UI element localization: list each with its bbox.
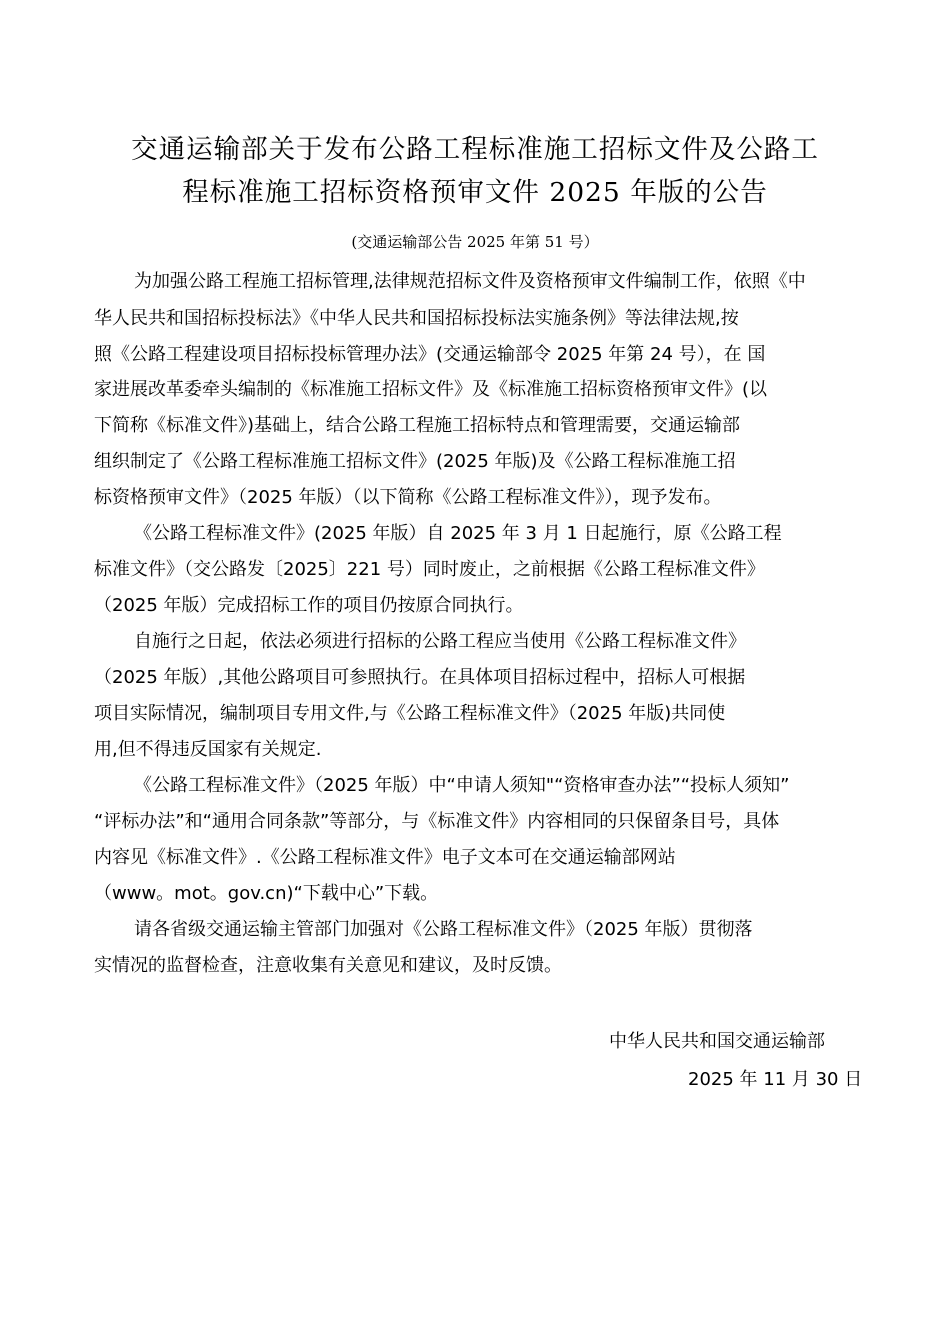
body-line: 项目实际情况，编制项目专用文件,与《公路工程标准文件》（2025 年版)共同使 bbox=[94, 703, 726, 724]
body-line: （2025 年版）,其他公路项目可参照执行。在具体项目招标过程中，招标人可根据 bbox=[94, 667, 746, 688]
announcement-number: (交通运输部公告 2025 年第 51 号） bbox=[351, 233, 599, 251]
body-line: 为加强公路工程施工招标管理,法律规范招标文件及资格预审文件编制工作，依照《中 bbox=[134, 271, 806, 292]
body-line: “评标办法”和“通用合同条款”等部分，与《标准文件》内容相同的只保留条目号，具体 bbox=[94, 811, 780, 832]
body-line: 下简称《标准文件》)基础上，结合公路工程施工招标特点和管理需要，交通运输部 bbox=[94, 415, 741, 436]
body-line: 照《公路工程建设项目招标投标管理办法》(交通运输部令 2025 年第 24 号），在 国 bbox=[94, 344, 766, 365]
title-line-2: 程标准施工招标资格预审文件 2025 年版的公告 bbox=[182, 177, 768, 208]
body-line: 自施行之日起，依法必须进行招标的公路工程应当使用《公路工程标准文件》 bbox=[134, 631, 746, 652]
body-line: 内容见《标准文件》.《公路工程标准文件》电子文本可在交通运输部网站 bbox=[94, 847, 676, 868]
body-line: 请各省级交通运输主管部门加强对《公路工程标准文件》（2025 年版）贯彻落 bbox=[134, 919, 753, 940]
body-line: 用,但不得违反国家有关规定. bbox=[94, 739, 322, 760]
body-line: 家进展改革委牵头编制的《标准施工招标文件》及《标准施工招标资格预审文件》(以 bbox=[94, 379, 768, 400]
body-line: （2025 年版）完成招标工作的项目仍按原合同执行。 bbox=[94, 595, 524, 616]
body-line: 组织制定了《公路工程标准施工招标文件》(2025 年版)及《公路工程标准施工招 bbox=[94, 451, 736, 472]
body-line: 《公路工程标准文件》(2025 年版）自 2025 年 3 月 1 日起施行，原《公路工程 bbox=[134, 523, 782, 544]
body-line: 实情况的监督检查，注意收集有关意见和建议，及时反馈。 bbox=[94, 955, 562, 976]
signature-organization: 中华人民共和国交通运输部 bbox=[609, 1031, 825, 1052]
body-line: 标准文件》（交公路发〔2025〕221 号）同时废止，之前根据《公路工程标准文件》 bbox=[94, 559, 765, 580]
title-line-1: 交通运输部关于发布公路工程标准施工招标文件及公路工 bbox=[131, 134, 819, 165]
signature-date: 2025 年 11 月 30 日 bbox=[688, 1069, 863, 1090]
body-line: 《公路工程标准文件》（2025 年版）中“申请人须知"“资格审查办法”“投标人须知” bbox=[134, 775, 790, 796]
body-line: 标资格预审文件》（2025 年版）（以下简称《公路工程标准文件》），现予发布。 bbox=[94, 487, 722, 508]
body-line: （www。mot。gov.cn)“下载中心”下载。 bbox=[94, 883, 439, 904]
body-line: 华人民共和国招标投标法》《中华人民共和国招标投标法实施条例》等法律法规,按 bbox=[94, 308, 739, 329]
